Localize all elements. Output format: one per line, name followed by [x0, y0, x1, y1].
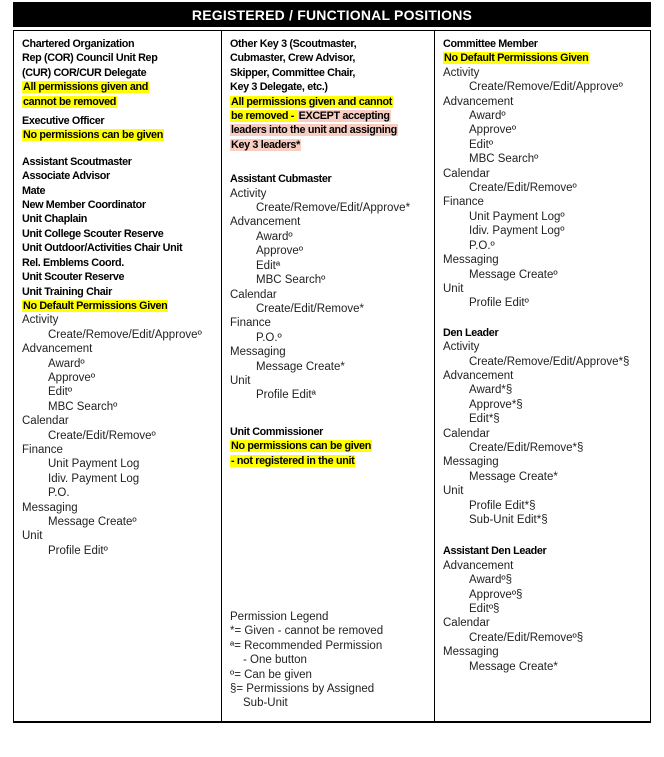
permission-item — [443, 239, 647, 253]
position-title-line — [22, 51, 218, 65]
highlighted-text: Key 3 leaders* — [231, 138, 300, 151]
text-segment: §= Permissions by Assigned — [230, 683, 375, 695]
text-segment: Create/Edit/Removeº§ — [469, 631, 584, 644]
position-title-line — [230, 80, 431, 94]
text-segment: Unit Scouter Reserve — [22, 271, 125, 284]
permission-category — [230, 187, 431, 201]
den-leader-block — [443, 326, 647, 528]
text-segment: Finance — [230, 317, 271, 330]
highlighted-text: All permissions given and — [23, 81, 149, 94]
legend-title — [230, 610, 431, 624]
position-title-line — [22, 241, 218, 255]
text-segment: Calendar — [443, 167, 490, 180]
permission-item — [230, 201, 431, 215]
text-segment: Profile Editª — [256, 389, 316, 402]
permission-item — [443, 109, 647, 123]
text-segment: Messaging — [443, 646, 499, 659]
text-segment: Mate — [22, 184, 46, 197]
text-segment: Unit Payment Logº — [469, 210, 565, 223]
text-segment: Sub-Unit — [243, 697, 288, 710]
permission-item — [230, 360, 431, 374]
text-segment: Messaging — [443, 456, 499, 469]
permission-note-line — [230, 109, 431, 123]
text-segment: Unit Payment Log — [48, 458, 140, 471]
position-title-line — [22, 270, 218, 284]
text-segment: Create/Edit/Remove*§ — [469, 441, 584, 454]
text-segment: Committee Member — [443, 38, 538, 50]
position-title-line — [443, 544, 647, 558]
position-title-line — [22, 256, 218, 270]
permission-item — [443, 631, 647, 645]
text-segment: P.O.º — [469, 239, 495, 252]
permission-item — [230, 244, 431, 258]
permission-item — [443, 412, 647, 426]
highlighted-text: No Default Permissions Given — [23, 299, 168, 312]
permission-item — [22, 486, 218, 500]
permission-item — [443, 268, 647, 282]
position-title-line — [22, 155, 218, 169]
page-title: REGISTERED / FUNCTIONAL POSITIONS — [191, 6, 473, 23]
text-segment: Editº — [469, 138, 494, 151]
text-segment: MBC Searchº — [256, 274, 326, 287]
permission-category — [230, 345, 431, 359]
permission-item — [443, 588, 647, 602]
text-segment: Approve*§ — [469, 398, 523, 411]
permission-item — [230, 388, 431, 402]
text-segment: P.O.º — [256, 331, 282, 344]
text-segment: Unit — [443, 282, 464, 295]
position-title-line — [22, 227, 218, 241]
text-segment: Skipper, Committee Chair, — [230, 66, 356, 79]
text-segment: Approveº — [256, 245, 304, 258]
position-title-line — [443, 326, 647, 340]
text-segment: Editª — [256, 259, 281, 272]
text-segment: Unit Training Chair — [22, 285, 112, 298]
permission-category — [443, 369, 647, 383]
permission-item — [443, 181, 647, 195]
column-left — [14, 31, 222, 721]
permission-category — [443, 253, 647, 267]
permission-category — [230, 215, 431, 229]
text-segment: Approveº — [48, 371, 96, 384]
text-segment: *= Given - cannot be removed — [230, 625, 384, 638]
column-middle — [222, 31, 435, 721]
permission-category — [22, 342, 218, 356]
permission-item — [443, 152, 647, 166]
permission-item — [443, 573, 647, 587]
permission-note-line — [230, 123, 431, 137]
text-segment: Profile Edit*§ — [469, 499, 536, 512]
permission-item — [22, 371, 218, 385]
permission-category — [230, 288, 431, 302]
text-segment: MBC Searchº — [469, 153, 539, 166]
text-segment: Assistant Cubmaster — [230, 173, 332, 186]
permission-item — [22, 385, 218, 399]
text-segment: Message Createº — [48, 516, 137, 528]
text-segment: Advancement — [443, 369, 514, 382]
permission-item — [443, 383, 647, 397]
permission-item — [22, 357, 218, 371]
permission-item — [443, 499, 647, 513]
text-segment: Create/Remove/Edit/Approve*§ — [469, 355, 630, 368]
other-key-3-block — [230, 37, 431, 152]
assistant-den-leader-block — [443, 544, 647, 674]
text-segment: Profile Editº — [469, 297, 529, 310]
text-segment: Assistant Den Leader — [443, 545, 547, 558]
legend-line — [230, 639, 431, 653]
text-segment: Create/Remove/Edit/Approve* — [256, 202, 411, 215]
text-segment: Advancement — [230, 216, 301, 229]
text-segment: Chartered Organization — [22, 38, 135, 50]
text-segment: Editº — [48, 386, 73, 399]
text-segment: Edit*§ — [469, 413, 500, 426]
permission-item — [443, 660, 647, 674]
position-title-line — [230, 425, 431, 439]
text-segment: Den Leader — [443, 326, 499, 339]
permission-category — [443, 95, 647, 109]
permission-item — [443, 80, 647, 94]
permission-legend-block — [230, 610, 431, 711]
text-segment: Approveº — [469, 124, 517, 137]
text-segment: Message Create* — [256, 360, 345, 373]
permission-category — [443, 645, 647, 659]
text-segment: Idiv. Payment Logº — [469, 225, 565, 238]
text-segment: Finance — [443, 196, 484, 209]
text-segment: Rep (COR) Council Unit Rep — [22, 52, 158, 65]
text-segment: Other Key 3 (Scoutmaster, — [230, 38, 357, 50]
text-segment: Unit Outdoor/Activities Chair Unit — [22, 242, 183, 255]
permission-item — [443, 398, 647, 412]
chartered-org-rep-block — [22, 37, 218, 109]
highlighted-text: EXCEPT accepting — [298, 110, 390, 123]
position-title-line — [22, 212, 218, 226]
text-segment: New Member Coordinator — [22, 199, 146, 212]
text-segment: Cubmaster, Crew Advisor, — [230, 52, 356, 65]
permission-item — [230, 230, 431, 244]
legend-line — [230, 696, 431, 710]
text-segment: Message Createº — [469, 268, 558, 281]
highlighted-text: All permissions given and cannot — [231, 95, 392, 108]
permission-note-line — [22, 128, 218, 142]
permission-category — [443, 484, 647, 498]
text-segment: Rel. Emblems Coord. — [22, 256, 124, 269]
permission-note-line — [230, 95, 431, 109]
position-title-line — [230, 66, 431, 80]
text-segment: Messaging — [443, 254, 499, 267]
text-segment: Advancement — [22, 343, 93, 356]
legend-line — [230, 653, 431, 667]
permission-category — [22, 443, 218, 457]
permission-item — [230, 273, 431, 287]
permission-note-line — [443, 51, 647, 65]
text-segment: Activity — [443, 341, 480, 354]
permission-item — [443, 296, 647, 310]
unit-leaders-block — [22, 155, 218, 558]
permission-category — [443, 66, 647, 80]
position-title-line — [443, 37, 647, 51]
permission-category — [22, 313, 218, 327]
permission-category — [443, 616, 647, 630]
text-segment: Awardº — [48, 357, 85, 370]
permission-category — [443, 455, 647, 469]
text-segment: Activity — [230, 187, 267, 200]
highlighted-text: leaders into the unit and assigning — [231, 124, 397, 137]
text-segment: Unit Chaplain — [22, 213, 88, 226]
permission-item — [22, 515, 218, 529]
position-title-line — [22, 37, 218, 51]
text-segment: Approveº§ — [469, 588, 523, 601]
text-segment: Key 3 Delegate, etc.) — [230, 81, 328, 94]
text-segment: Unit Commissioner — [230, 425, 324, 438]
executive-officer-block — [22, 114, 218, 143]
position-title-line — [22, 66, 218, 80]
permission-note-line — [230, 454, 431, 468]
text-segment: Profile Editº — [48, 544, 108, 557]
text-segment: Awardº§ — [469, 574, 512, 587]
position-title-line — [22, 169, 218, 183]
text-segment: Calendar — [230, 288, 277, 301]
text-segment: MBC Searchº — [48, 400, 118, 413]
position-title-line — [230, 172, 431, 186]
text-segment: Advancement — [443, 95, 514, 108]
highlighted-text: No Default Permissions Given — [444, 52, 589, 65]
permission-note-line — [230, 439, 431, 453]
text-segment: Calendar — [22, 415, 69, 428]
position-title-line — [22, 114, 218, 128]
text-segment: Assistant Scoutmaster — [22, 155, 132, 168]
unit-commissioner-block — [230, 425, 431, 468]
text-segment: - One button — [243, 654, 307, 667]
text-segment: ª= Recommended Permission — [230, 639, 383, 652]
text-segment: Unit — [230, 374, 251, 387]
text-segment: Messaging — [230, 346, 286, 359]
permission-category — [230, 374, 431, 388]
permission-category — [22, 529, 218, 543]
permission-note-line — [22, 80, 218, 94]
text-segment: Sub-Unit Edit*§ — [469, 514, 548, 526]
text-segment: Finance — [22, 443, 63, 456]
permission-item — [443, 470, 647, 484]
position-title-line — [22, 198, 218, 212]
legend-line — [230, 682, 431, 696]
text-segment: Messaging — [22, 501, 78, 514]
permission-note-line — [22, 95, 218, 109]
permission-note-line — [230, 138, 431, 152]
text-segment: Create/Remove/Edit/Approveº — [469, 81, 623, 94]
permission-note-line — [22, 299, 218, 313]
text-segment: Permission Legend — [230, 610, 329, 623]
text-segment: Unit — [443, 485, 464, 498]
text-segment: (CUR) COR/CUR Delegate — [22, 66, 147, 79]
permission-item — [443, 602, 647, 616]
permission-category — [443, 427, 647, 441]
text-segment: Awardº — [256, 230, 293, 243]
text-segment: Calendar — [443, 427, 490, 440]
permission-item — [443, 441, 647, 455]
text-segment: Activity — [22, 314, 59, 327]
permission-category — [443, 340, 647, 354]
position-title-line — [230, 51, 431, 65]
position-title-line — [230, 37, 431, 51]
text-segment: Awardº — [469, 110, 506, 123]
text-segment: Award*§ — [469, 384, 513, 397]
permission-item — [22, 457, 218, 471]
text-segment: Create/Edit/Remove* — [256, 302, 365, 315]
permission-item — [22, 328, 218, 342]
permission-category — [443, 282, 647, 296]
permission-item — [443, 513, 647, 527]
text-segment: Editº§ — [469, 603, 500, 616]
text-segment: Message Create* — [469, 660, 558, 673]
highlighted-text: No permissions can be given — [23, 129, 163, 142]
text-segment: Unit — [22, 530, 43, 543]
permission-category — [22, 501, 218, 515]
permission-item — [230, 259, 431, 273]
permission-category — [22, 414, 218, 428]
column-right — [435, 31, 650, 721]
permission-item — [22, 472, 218, 486]
highlighted-text: No permissions can be given — [231, 440, 371, 453]
permission-category — [443, 559, 647, 573]
assistant-cubmaster-block — [230, 172, 431, 403]
permission-item — [22, 400, 218, 414]
legend-line — [230, 624, 431, 638]
legend-line — [230, 668, 431, 682]
text-segment: Advancement — [443, 559, 514, 572]
permission-item — [230, 302, 431, 316]
permission-item — [443, 355, 647, 369]
text-segment: Calendar — [443, 617, 490, 630]
text-segment: Associate Advisor — [22, 170, 110, 183]
permission-item — [230, 331, 431, 345]
text-segment: Idiv. Payment Log — [48, 472, 140, 485]
permission-item — [22, 429, 218, 443]
permission-item — [443, 224, 647, 238]
permission-item — [22, 544, 218, 558]
text-segment: P.O. — [48, 487, 70, 500]
text-segment: Executive Officer — [22, 115, 105, 128]
text-segment: Unit College Scouter Reserve — [22, 227, 164, 240]
highlighted-text: be removed - — [231, 110, 297, 123]
permission-category — [443, 167, 647, 181]
permission-category — [230, 316, 431, 330]
text-segment: Message Create* — [469, 470, 558, 483]
permission-item — [443, 123, 647, 137]
position-title-line — [22, 184, 218, 198]
highlighted-text: cannot be removed — [23, 95, 117, 108]
page-title-bar — [13, 2, 651, 27]
position-title-line — [22, 285, 218, 299]
highlighted-text: - not registered in the unit — [231, 454, 355, 467]
positions-table — [13, 30, 651, 723]
committee-member-block — [443, 37, 647, 311]
text-segment: Create/Remove/Edit/Approveº — [48, 328, 202, 341]
permission-category — [443, 195, 647, 209]
permission-item — [443, 210, 647, 224]
text-segment: º= Can be given — [230, 668, 312, 681]
permission-item — [443, 138, 647, 152]
text-segment: Activity — [443, 66, 480, 79]
text-segment: Create/Edit/Removeº — [48, 429, 156, 442]
text-segment: Create/Edit/Removeº — [469, 182, 577, 195]
